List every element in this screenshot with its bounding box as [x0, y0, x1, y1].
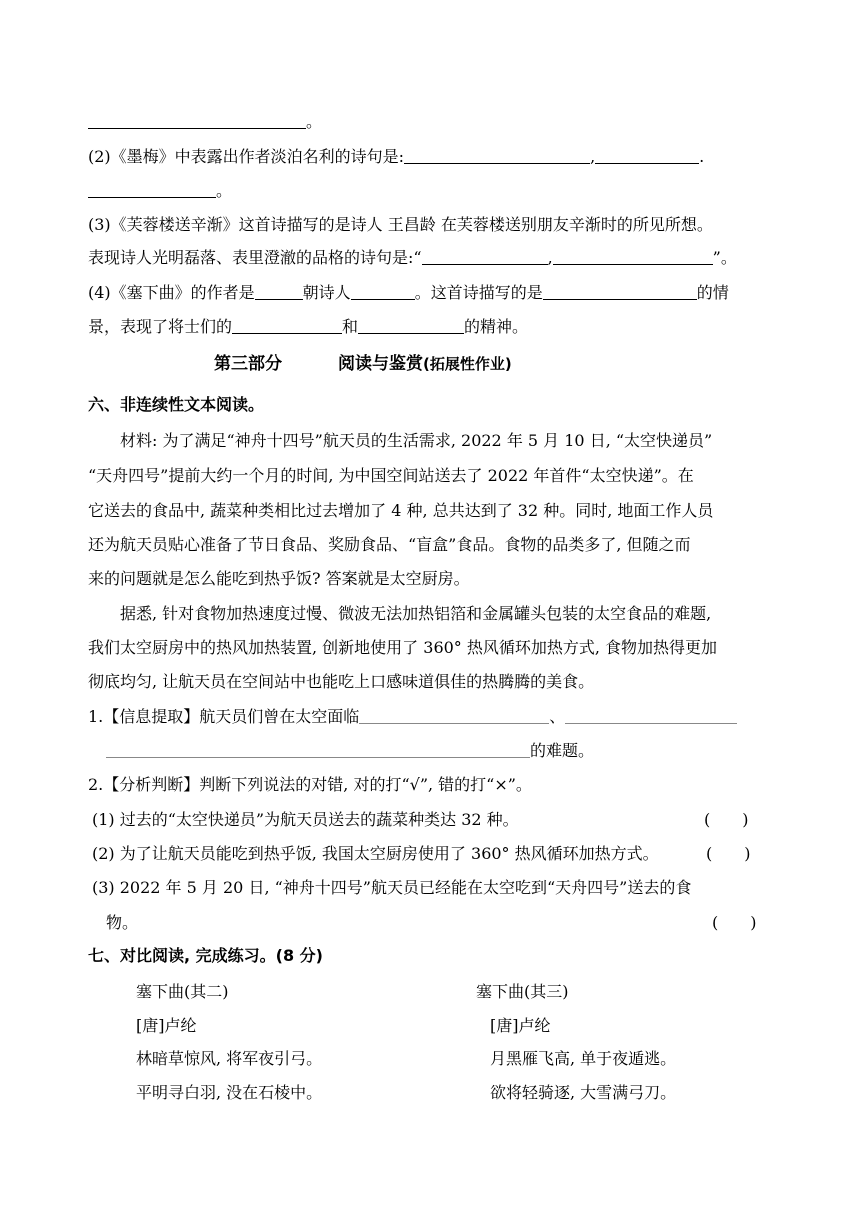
poem1-title: 塞下曲(其二): [136, 982, 229, 1001]
blank[interactable]: [88, 181, 216, 198]
passage-p1-line5: 来的问题就是怎么能吃到热乎饭? 答案就是太空厨房。: [88, 569, 470, 588]
poem1-line2: 平明寻白羽, 没在石棱中。: [136, 1083, 323, 1102]
question-info-extraction-line2: 的难题。: [106, 741, 594, 761]
poem1-line1: 林暗草惊风, 将军夜引弓。: [136, 1049, 323, 1068]
passage-p2-line3: 彻底均匀, 让航天员在空间站中也能吃上口感味道俱佳的热腾腾的美食。: [88, 672, 595, 691]
question-saixiaqu-line2: 景，表现了将士们的 和 的精神。: [88, 317, 529, 336]
blank[interactable]: [255, 283, 303, 300]
blank[interactable]: [404, 147, 590, 164]
part-three-note: (拓展性作业): [423, 355, 512, 373]
blank[interactable]: [359, 707, 549, 724]
answer-parentheses[interactable]: ( ): [706, 844, 751, 863]
part-three-heading: [214, 354, 512, 374]
blank[interactable]: [232, 317, 342, 334]
poem2-title: 塞下曲(其三): [476, 982, 569, 1001]
answer-parentheses[interactable]: ( ): [704, 810, 749, 829]
blank[interactable]: [351, 283, 415, 300]
blank[interactable]: [565, 707, 737, 724]
poem2-author: [唐]卢纶: [490, 1016, 551, 1035]
question-furong-lou-line1: (3)《芙蓉楼送辛渐》这首诗描写的是诗人 王昌龄 在芙蓉楼送别朋友辛渐时的所见所想。: [88, 215, 713, 234]
section-six-heading: 六、非连续性文本阅读。: [88, 395, 265, 414]
blank[interactable]: [88, 112, 306, 129]
judgement-item-1: (1) 过去的“太空快递员”为航天员送去的蔬菜种类达 32 种。: [92, 810, 519, 829]
passage-p1-line4: 还为航天员贴心准备了节日食品、奖励食品、“盲盒”食品。食物的品类多了, 但随之而: [88, 535, 691, 554]
question-saixiaqu-line1: (4)《塞下曲》的作者是 朝诗人 。这首诗描写的是 的情: [88, 283, 729, 302]
answer-line-continued: 。: [88, 112, 322, 132]
part-three-subtitle: 阅读与鉴赏: [338, 354, 423, 374]
poem2-line1: 月黑雁飞高, 单于夜遁逃。: [490, 1049, 677, 1068]
blank[interactable]: [595, 147, 699, 164]
poem1-author: [唐]卢纶: [136, 1016, 197, 1035]
blank[interactable]: [553, 248, 713, 265]
question-mo-mei: (2)《墨梅》中表露出作者淡泊名利的诗句是: , .: [88, 147, 705, 166]
answer-parentheses[interactable]: ( ): [712, 913, 757, 932]
blank[interactable]: [422, 248, 548, 265]
passage-p1-line3: 它送去的食品中, 蔬菜种类相比过去增加了 4 种, 总共达到了 32 种。同时, 地面工作人员: [88, 501, 714, 520]
judgement-item-2: (2) 为了让航天员能吃到热乎饭, 我国太空厨房使用了 360° 热风循环加热方式。: [92, 844, 659, 863]
question-info-extraction: 1.【信息提取】航天员们曾在太空面临 、: [88, 707, 737, 727]
judgement-item-3-cont: 物。: [106, 913, 139, 932]
passage-p1-line1: 材料: 为了满足“神舟十四号”航天员的生活需求, 2022 年 5 月 10 日, “太空快递员”: [120, 431, 713, 450]
judgement-item-3: (3) 2022 年 5 月 20 日, “神舟十四号”航天员已经能在太空吃到“天舟四号”送去的食: [92, 878, 692, 897]
section-seven-heading: 七、对比阅读, 完成练习。(8 分): [88, 946, 323, 965]
blank[interactable]: [543, 283, 697, 300]
passage-p1-line2: “天舟四号”提前大约一个月的时间, 为中国空间站送去了 2022 年首件“太空快递”。在: [88, 466, 694, 485]
passage-p2-line1: 据悉, 针对食物加热速度过慢、微波无法加热铝箔和金属罐头包装的太空食品的难题,: [120, 604, 712, 623]
poem2-line2: 欲将轻骑逐, 大雪满弓刀。: [490, 1083, 677, 1102]
question-judgement: 2.【分析判断】判断下列说法的对错, 对的打“√”, 错的打“×”。: [88, 775, 532, 794]
question-furong-lou-line2: 表现诗人光明磊落、表里澄澈的品格的诗句是:“ , ”。: [88, 248, 737, 267]
blank[interactable]: [106, 741, 530, 758]
blank[interactable]: [358, 317, 464, 334]
answer-line-continued: 。: [88, 181, 232, 201]
passage-p2-line2: 我们太空厨房中的热风加热装置, 创新地使用了 360° 热风循环加热方式, 食物加热得更加: [88, 638, 718, 657]
part-three-title: 第三部分: [214, 354, 282, 374]
